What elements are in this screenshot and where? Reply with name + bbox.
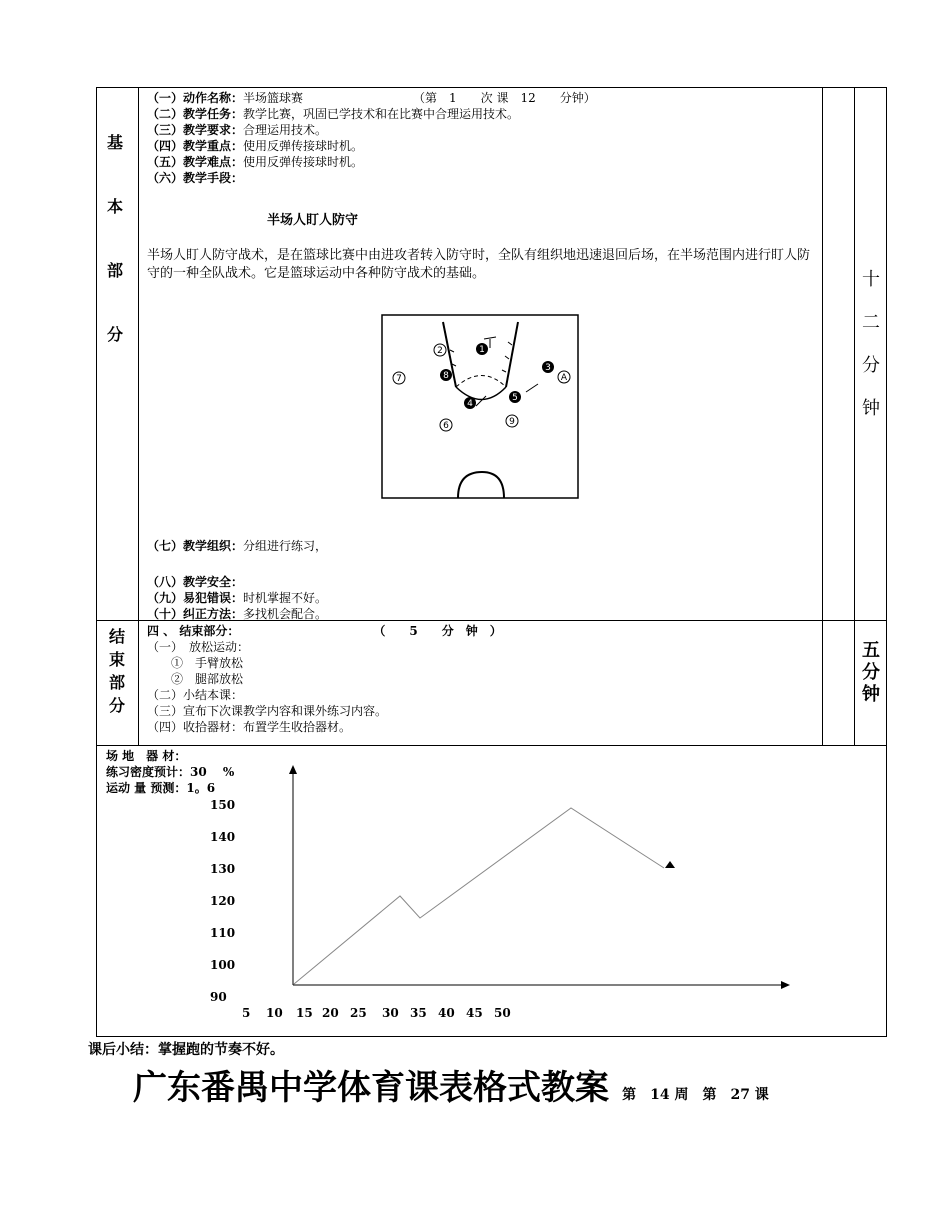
tactic-paragraph: 半场人盯人防守战术，是在篮球比赛中由进攻者转入防守时，全队有组织地迅速退回后场，在半场范围内进行盯人防守的一种全队战术。它是篮球运动中各种防守战术的基础。 bbox=[147, 248, 811, 281]
y-axis-arrow bbox=[289, 765, 297, 774]
x-tick-label: 35 bbox=[410, 1006, 427, 1020]
main-label-char: 分 bbox=[106, 325, 123, 344]
x-tick-label: 15 bbox=[296, 1006, 313, 1020]
mistake-label: （九）易犯错误： bbox=[147, 591, 244, 605]
y-tick-label: 140 bbox=[210, 830, 236, 844]
y-tick-label: 100 bbox=[210, 958, 236, 972]
end-line: （四）收拾器材：布置学生收拾器材。 bbox=[147, 720, 352, 734]
safety-label: （八）教学安全： bbox=[147, 575, 244, 589]
end-section-label bbox=[96, 625, 138, 717]
line-1 bbox=[147, 90, 817, 106]
end-line: （二）小结本课： bbox=[147, 688, 244, 702]
line-value: 教学比赛，巩固已学技术和在比赛中合理运用技术。 bbox=[243, 107, 520, 121]
player-marker bbox=[434, 344, 446, 356]
subtitle: 半场人盯人防守 bbox=[267, 213, 359, 228]
end-line: ② 腿部放松 bbox=[147, 672, 244, 686]
time-char: 分 bbox=[862, 662, 880, 683]
y-tick-label: 90 bbox=[210, 990, 227, 1004]
x-tick-label: 50 bbox=[494, 1006, 511, 1020]
time-char: 钟 bbox=[862, 684, 880, 705]
end-title: 四 、 结束部分： bbox=[147, 624, 240, 638]
end-time-label bbox=[855, 640, 887, 706]
line-label: （一）动作名称： bbox=[147, 91, 244, 105]
y-tick-label: 110 bbox=[210, 926, 236, 940]
main-section-label bbox=[96, 130, 138, 386]
main-label-char: 本 bbox=[106, 197, 123, 216]
bottom-lines bbox=[147, 574, 327, 622]
player-marker bbox=[509, 391, 521, 403]
series-end-arrow bbox=[665, 861, 675, 868]
venue-label: 场 地 器 材： bbox=[106, 749, 187, 763]
end-line: （三）宣布下次课教学内容和课外练习内容。 bbox=[147, 704, 388, 718]
org-label: （七）教学组织： bbox=[147, 539, 244, 553]
school-title: 广东番禺中学体育课表格式教案 bbox=[133, 1068, 609, 1108]
y-tick-label: 130 bbox=[210, 862, 236, 876]
player-marker bbox=[506, 415, 518, 427]
player-marker bbox=[393, 372, 405, 384]
lesson-summary: 课后小结：掌握跑的节奏不好。 bbox=[88, 1042, 284, 1058]
lesson-count: （第 1 次 课 12 分钟） bbox=[413, 91, 596, 105]
line-5 bbox=[147, 154, 817, 170]
line-6 bbox=[147, 170, 817, 186]
footer bbox=[133, 1060, 769, 1109]
svg-text:A: A bbox=[560, 373, 568, 383]
fix-value: 多找机会配合。 bbox=[243, 607, 328, 621]
row-divider-2 bbox=[96, 745, 887, 746]
court-diagram bbox=[378, 312, 588, 517]
col-divider-2 bbox=[822, 87, 823, 746]
svg-text:9: 9 bbox=[509, 417, 515, 427]
svg-text:3: 3 bbox=[545, 363, 551, 373]
x-tick-label: 5 bbox=[242, 1006, 251, 1020]
svg-text:7: 7 bbox=[396, 374, 402, 384]
time-char: 五 bbox=[862, 640, 880, 661]
end-line: ① 手臂放松 bbox=[147, 656, 244, 670]
main-time-label bbox=[855, 258, 887, 430]
player-marker bbox=[476, 343, 488, 355]
series-line bbox=[294, 808, 664, 984]
time-char: 十 bbox=[862, 269, 880, 290]
svg-text:4: 4 bbox=[467, 399, 473, 409]
x-tick-label: 25 bbox=[350, 1006, 367, 1020]
fix-label: （十）纠正方法： bbox=[147, 607, 244, 621]
organization-line bbox=[147, 538, 327, 554]
end-line: （一） 放松运动： bbox=[147, 640, 250, 654]
line-4 bbox=[147, 138, 817, 154]
main-label-char: 基 bbox=[106, 133, 123, 152]
y-tick-label: 120 bbox=[210, 894, 236, 908]
line-3 bbox=[147, 122, 817, 138]
end-label-char: 束 bbox=[108, 650, 125, 669]
y-tick-label: 150 bbox=[210, 798, 236, 812]
svg-text:1: 1 bbox=[479, 345, 485, 355]
line-label: （六）教学手段： bbox=[147, 171, 244, 185]
time-char: 二 bbox=[862, 312, 880, 333]
line-label: （五）教学难点： bbox=[147, 155, 244, 169]
svg-text:6: 6 bbox=[443, 421, 449, 431]
end-time: （ 5 分 钟 ） bbox=[379, 624, 502, 638]
svg-text:2: 2 bbox=[437, 346, 443, 356]
x-tick-label: 30 bbox=[382, 1006, 399, 1020]
svg-text:8: 8 bbox=[443, 371, 449, 381]
line-value: 合理运用技术。 bbox=[243, 123, 328, 137]
svg-text:5: 5 bbox=[512, 393, 518, 403]
line-label: （二）教学任务： bbox=[147, 107, 244, 121]
x-tick-label: 10 bbox=[266, 1006, 283, 1020]
week-lesson: 第 14 周 第 27 课 bbox=[622, 1087, 769, 1103]
col-divider-1 bbox=[138, 87, 139, 746]
heart-rate-chart bbox=[196, 760, 806, 1030]
player-marker bbox=[464, 397, 476, 409]
line-value: 半场篮球赛 bbox=[243, 91, 304, 105]
x-tick-label: 20 bbox=[322, 1006, 339, 1020]
main-label-char: 部 bbox=[106, 261, 123, 280]
org-value: 分组进行练习， bbox=[243, 539, 328, 553]
density-label: 练习密度预计：30 % bbox=[106, 765, 235, 779]
x-axis-arrow bbox=[781, 981, 790, 989]
line-value: 使用反弹传接球时机。 bbox=[243, 155, 364, 169]
player-marker bbox=[542, 361, 554, 373]
end-content bbox=[147, 623, 817, 735]
line-label: （四）教学重点： bbox=[147, 139, 244, 153]
end-label-char: 分 bbox=[108, 696, 125, 715]
main-content bbox=[147, 90, 817, 186]
line-label: （三）教学要求： bbox=[147, 123, 244, 137]
player-marker bbox=[440, 419, 452, 431]
end-label-char: 结 bbox=[108, 627, 125, 646]
x-tick-label: 45 bbox=[466, 1006, 483, 1020]
time-char: 钟 bbox=[862, 398, 880, 419]
mistake-value: 时机掌握不好。 bbox=[243, 591, 328, 605]
load-label: 运动 量 预测：1。6 bbox=[106, 781, 216, 795]
player-marker bbox=[440, 369, 452, 381]
end-label-char: 部 bbox=[108, 673, 125, 692]
x-tick-label: 40 bbox=[438, 1006, 455, 1020]
player-marker bbox=[558, 371, 570, 383]
line-2 bbox=[147, 106, 817, 122]
line-value: 使用反弹传接球时机。 bbox=[243, 139, 364, 153]
time-char: 分 bbox=[862, 355, 880, 376]
